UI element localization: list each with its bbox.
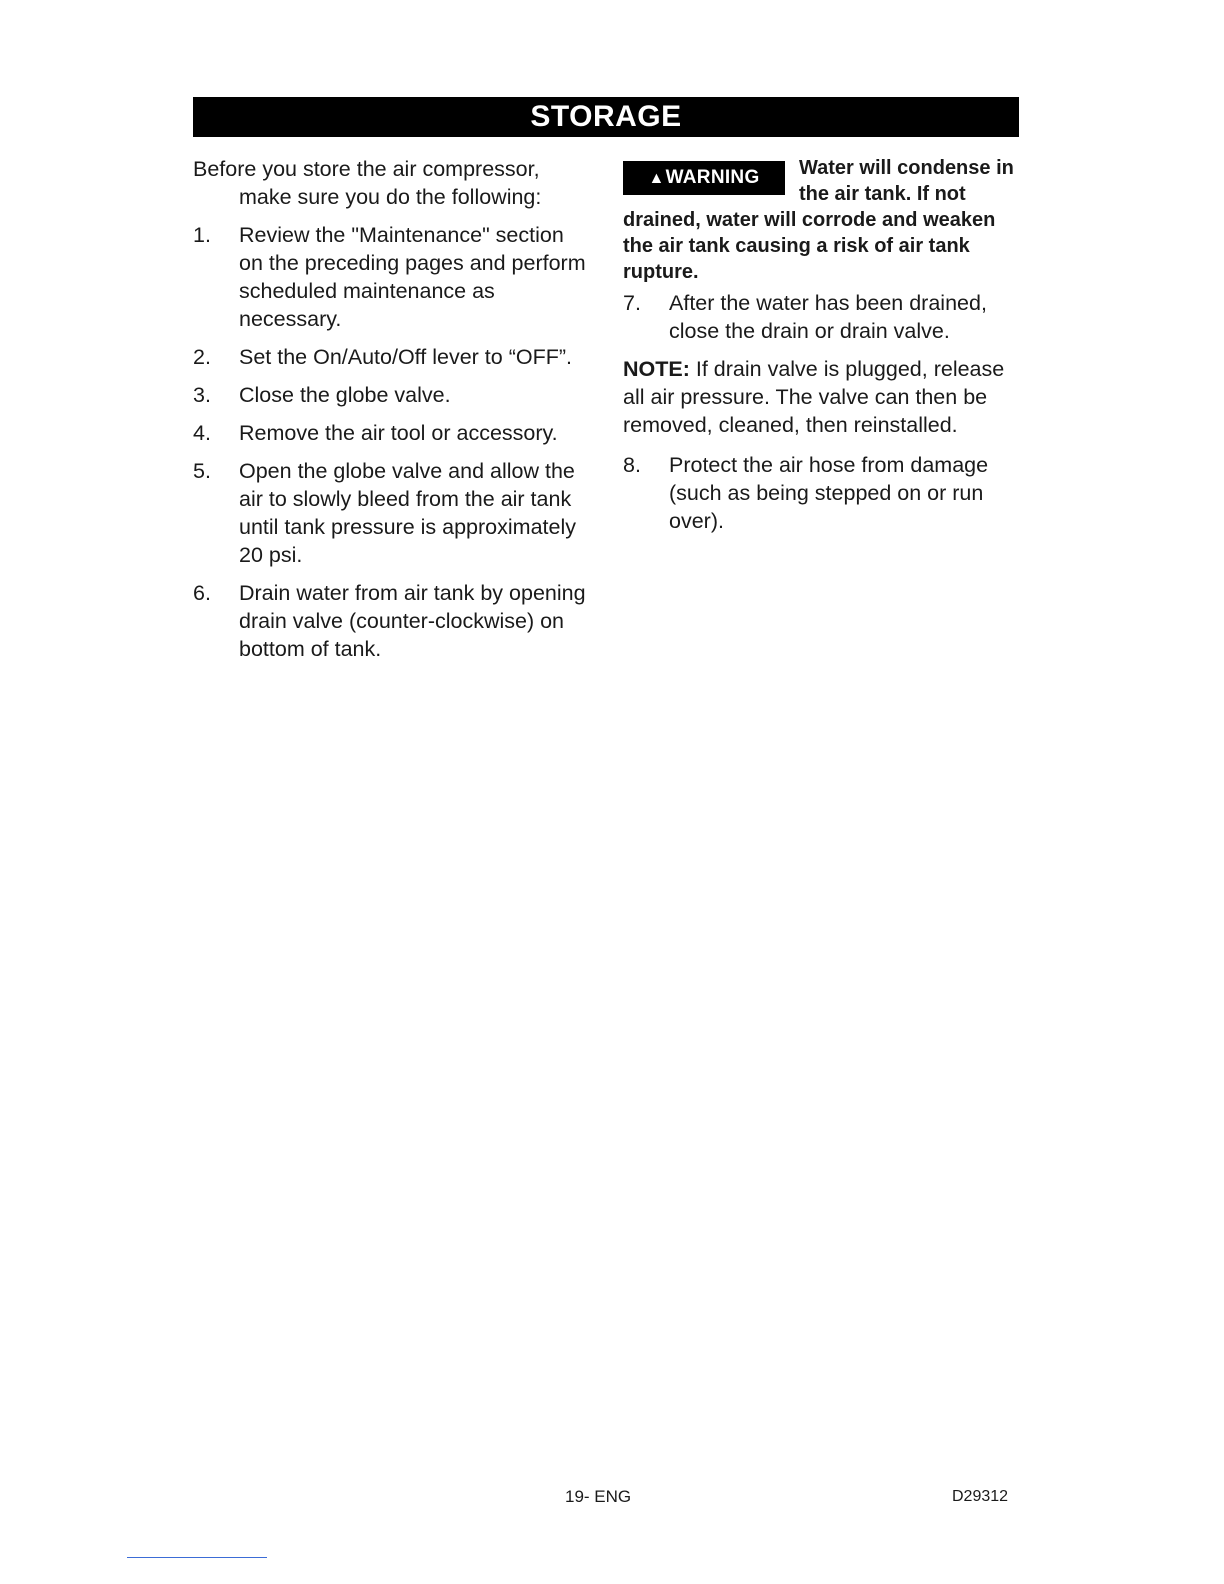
step-text: Review the "Maintenance" section on the preceding pages and perform scheduled maintenance as necessary.: [239, 223, 586, 331]
warning-block: [623, 155, 1023, 285]
warning-text: Water will condense in the air tank. If not drained, water will corrode and weaken the air tank causing a risk of air tank rupture.: [623, 157, 1014, 283]
step-number: 8.: [623, 453, 641, 477]
list-item: [193, 221, 593, 333]
step-text: After the water has been drained, close the drain or drain valve.: [669, 291, 987, 343]
page-divider: [127, 1557, 267, 1558]
list-item: [623, 289, 1023, 345]
step-text: Open the globe valve and allow the air to slowly bleed from the air tank until tank pressure is approximately 20 psi.: [239, 459, 576, 567]
list-item: [193, 419, 593, 447]
list-item: [623, 451, 1023, 535]
warning-badge: [623, 161, 785, 195]
warning-triangle-icon: ▲: [648, 170, 665, 187]
step-text: Remove the air tool or accessory.: [239, 421, 558, 445]
step-number: 2.: [193, 345, 211, 369]
step-text: Drain water from air tank by opening drain valve (counter-clockwise) on bottom of tank.: [239, 581, 586, 661]
left-column: [193, 155, 593, 673]
step-number: 7.: [623, 291, 641, 315]
list-item: [193, 343, 593, 371]
step-text: Protect the air hose from damage (such as being stepped on or run over).: [669, 453, 989, 533]
note-label: NOTE:: [623, 357, 690, 381]
document-code: D29312: [952, 1488, 1009, 1505]
step-text: Close the globe valve.: [239, 383, 451, 407]
step-number: 5.: [193, 459, 211, 483]
warning-badge-label: WARNING: [665, 167, 760, 188]
step-number: 6.: [193, 581, 211, 605]
step-number: 1.: [193, 223, 211, 247]
page-number: 19- ENG: [565, 1487, 632, 1506]
list-item: [193, 457, 593, 569]
list-item: [193, 579, 593, 663]
section-title: STORAGE: [193, 97, 1019, 137]
step-number: 3.: [193, 383, 211, 407]
intro-text: Before you store the air compressor, make sure you do the following:: [193, 157, 542, 209]
list-item: [193, 381, 593, 409]
step-text: Set the On/Auto/Off lever to “OFF”.: [239, 345, 572, 369]
step-number: 4.: [193, 421, 211, 445]
note-paragraph: [623, 355, 1023, 439]
note-text: If drain valve is plugged, release all air pressure. The valve can then be removed, cleaned, then reinstalled.: [623, 357, 1005, 437]
right-column: [623, 155, 1023, 545]
